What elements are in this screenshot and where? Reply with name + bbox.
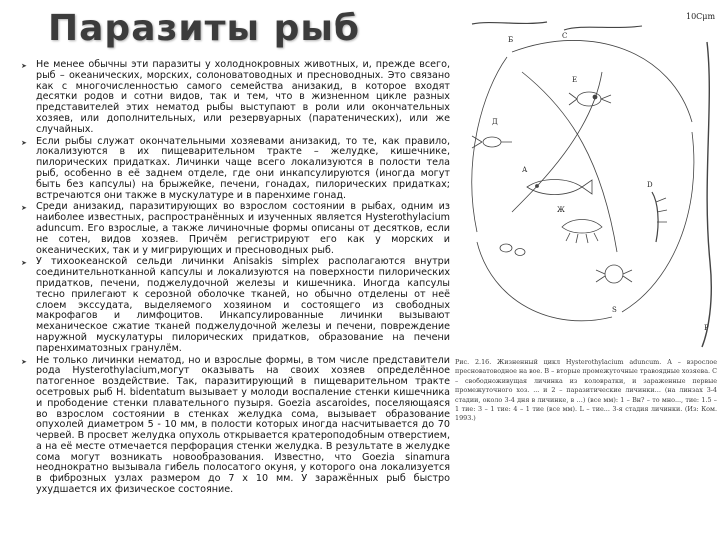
figure-letter: Д — [492, 118, 498, 126]
figure-letter: C — [562, 32, 568, 40]
figure-labels — [452, 12, 720, 352]
bullet-text: Не менее обычны эти паразиты у холоднокровных животных, и, прежде всего, рыб – океанических, морских, солоноватоводных и пресноводных. Это связано как с многочисленностью самого семейства анизакид, в которое входят десятки родов и сотни видов, так и тем, что в жизненном цикле разных представителей этих нематод рыбы выступают в роли или окончательных хозяев, или дополнительных, или резервуарных (паратенических), или же случайных. — [36, 59, 450, 135]
figure-letter: А — [522, 166, 528, 174]
slide-title: Паразиты рыб — [48, 8, 361, 49]
bullet-text: Среди анизакид, паразитирующих во взрослом состоянии в рыбах, одним из наиболее известных, распространённых и изученных является Hysterothylacium aduncum. Его взрослые, а также личиночные формы описаны от десятков, если не сотен, видов хозяев. Причём регистрируют его как у морских и океанических, так и у мигрирующих и пресноводных рыб. — [36, 201, 450, 256]
figure-letter: P — [704, 324, 709, 332]
figure-letter: S — [612, 306, 617, 314]
figure-caption: Рис. 2.16. Жизненный цикл Hysterothylacium aduncum. А – взрослое пресноватоводное на вое. В – вторые промежуточные травоядные хозяева. С – свободноживущая личинка из коловратки, и зараженные первые промежуточного хоз. ... и 2 – паразитичеcкие личинки… (на линзах 3-4 стадии, около 3-4 дня в личинке, в …) (все мм): 1 – Вн? – то мно..., тие: 1.5 – 1 тие: 3 – 1 тие: 4 – 1 тие (все мм). L – тие... 3-я стадия личинки. (Из: Ком. 1993.) — [455, 358, 717, 423]
bullet-arrow-icon: ➤ — [21, 204, 27, 213]
bullet-text: Если рыбы служат окончательными хозяевами анизакид, то те, как правило, локализуются в их пищеварительном тракте – желудке, кишечнике, пилорических придатках. Личинки чаще всего локализуются в полости тела рыб, особенно в её заднем отделе, где они инкапсулируются (иногда могут быть без капсулы) на брыжейке, печени, гонадах, пилорических придатках; встречаются они также в мускулатуре и в паренхиме гонад. — [36, 135, 450, 201]
life-cycle-figure — [452, 12, 720, 352]
figure-letter: D — [647, 181, 653, 189]
bullet-item — [20, 202, 450, 256]
figure-letter: Б — [508, 36, 514, 44]
bullet-arrow-icon: ➤ — [21, 259, 27, 268]
bullet-item — [20, 137, 450, 202]
bullet-item — [20, 60, 450, 136]
bullet-text: Не только личинки нематод, но и взрослые формы, в том числе представители рода Hysterothylacium,могут оказывать на своих хозяев определённое патогенное воздействие. Так, паразитирующий в пищеварительном тракте осетровых рыб H. bidentatum вызывает у молоди воспаление стенки кишечника и прободение стенки плавательного пузыря. Goezia ascaroides, поселяющаяся во взрослом состоянии в стенках желудка сома, вызывает образование опухолей диаметром 5 - 10 мм, в полости которых иногда насчитывается до 70 червей. В просвет желудка опухоль открывается кратероподобным отверстием, а на её месте отмечается перфорация стенки желудка. В результате в желудке сома могут возникать новообразования. Известно, что Goezia sinamura неоднократно вызывала гибель полосатого окуня, у которого она локализуется в фиброзных узлах размером до 7 x 10 мм. У заражённых рыб быстро ухудшается их физическое состояние. — [36, 354, 450, 496]
scale-label: 10Cμm — [686, 12, 716, 21]
figure-letter: Е — [572, 76, 578, 84]
bullet-item — [20, 356, 450, 496]
bullet-list — [20, 60, 450, 497]
bullet-item — [20, 257, 450, 354]
bullet-arrow-icon: ➤ — [21, 357, 27, 366]
bullet-arrow-icon: ➤ — [21, 138, 27, 147]
bullet-text: У тихоокеанской сельди личинки Anisakis simplex располагаются внутри соединительнотканной капсулы и локализуются на поверхности пилорических придатков, печени, поджелудочной железы и кишечника. Иногда капсулы тесно прилегают к серозной оболочке тканей, но обычно отделены от неё слоем экссудата, выделяемого хозяином и состоящего из свободных макрофагов и лимфоцитов. Инкапсулированные личинки вызывают механическое сжатие тканей поджелудочной железы и печени, повреждение наружной мускулатуры пилорических придатков, образование на печени паренхиматозных гранулём. — [36, 256, 450, 354]
bullet-arrow-icon: ➤ — [21, 62, 27, 70]
figure-letter: Ж — [557, 206, 565, 214]
